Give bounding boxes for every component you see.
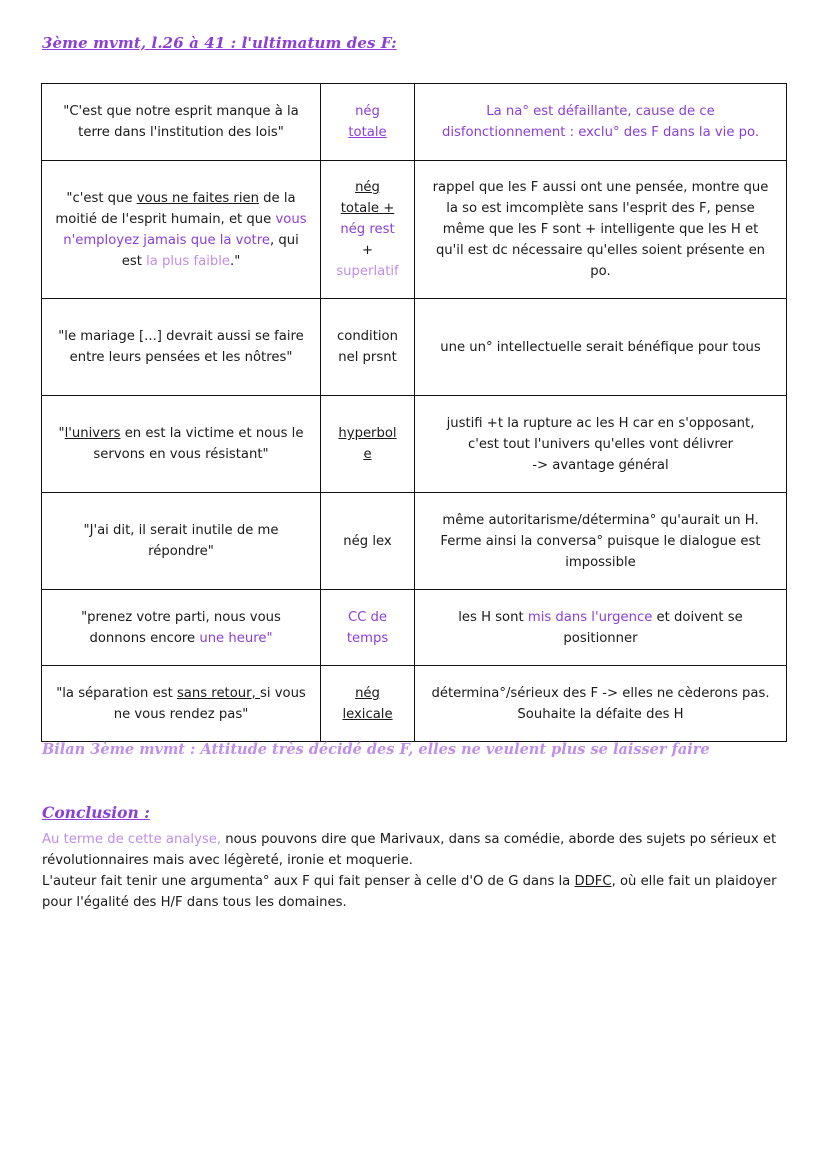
analysis-cell: les H sont mis dans l'urgence et doivent se positionner [415,590,787,666]
quote-cell: "la séparation est sans retour, si vous ne vous rendez pas" [42,666,321,742]
ddfc-reference: DDFC [574,874,612,889]
analysis-cell: même autoritarisme/détermina° qu'aurait un H. Ferme ainsi la conversa° puisque le dialogue est impossible [415,493,787,590]
analysis-table [41,83,787,742]
quote-cell: "c'est que vous ne faites rien de la moitié de l'esprit humain, et que vous n'employez jamais que la votre, qui est la plus faible." [42,161,321,299]
table-row [42,493,787,590]
procede-cell: CC de temps [321,590,415,666]
conclusion-heading: Conclusion : [42,803,150,822]
section-title: 3ème mvmt, l.26 à 41 : l'ultimatum des F: [42,34,397,52]
procede-cell: nég totale + nég rest + superlatif [321,161,415,299]
procede-cell: hyperbol e [321,396,415,493]
procede-cell: nég totale [321,84,415,161]
table-row [42,666,787,742]
analysis-cell: rappel que les F aussi ont une pensée, montre que la so est imcomplète sans l'esprit des F, pense même que les F sont + intelligente que les H et qu'il est dc nécessaire qu'elles soient présente en po. [415,161,787,299]
analysis-cell: détermina°/sérieux des F -> elles ne cèderons pas. Souhaite la défaite des H [415,666,787,742]
quote-cell: "l'univers en est la victime et nous le servons en vous résistant" [42,396,321,493]
analysis-cell: justifi +t la rupture ac les H car en s'opposant, c'est tout l'univers qu'elles vont délivrer -> avantage général [415,396,787,493]
analysis-cell: La na° est défaillante, cause de ce disfonctionnement : exclu° des F dans la vie po. [415,84,787,161]
conclusion-body [42,829,792,913]
table-row [42,84,787,161]
table-row [42,396,787,493]
bilan-summary: Bilan 3ème mvmt : Attitude très décidé des F, elles ne veulent plus se laisser faire [42,741,710,758]
conclusion-paragraph: L'auteur fait tenir une argumenta° aux F qui fait penser à celle d'O de G dans la DDFC, où elle fait un plaidoyer pour l'égalité des H/F dans tous les domaines. [42,874,777,910]
conclusion-paragraph: Au terme de cette analyse, nous pouvons dire que Marivaux, dans sa comédie, aborde des sujets po sérieux et révolutionnaires mais avec légèreté, ironie et moquerie. [42,832,777,868]
quote-cell: "prenez votre parti, nous vous donnons encore une heure" [42,590,321,666]
table-row [42,161,787,299]
procede-cell: nég lex [321,493,415,590]
analysis-cell: une un° intellectuelle serait bénéfique pour tous [415,299,787,396]
quote-cell: "C'est que notre esprit manque à la terre dans l'institution des lois" [42,84,321,161]
procede-cell: condition nel prsnt [321,299,415,396]
quote-cell: "J'ai dit, il serait inutile de me répondre" [42,493,321,590]
table-row [42,299,787,396]
procede-cell: nég lexicale [321,666,415,742]
table-row [42,590,787,666]
quote-cell: "le mariage [...] devrait aussi se faire entre leurs pensées et les nôtres" [42,299,321,396]
